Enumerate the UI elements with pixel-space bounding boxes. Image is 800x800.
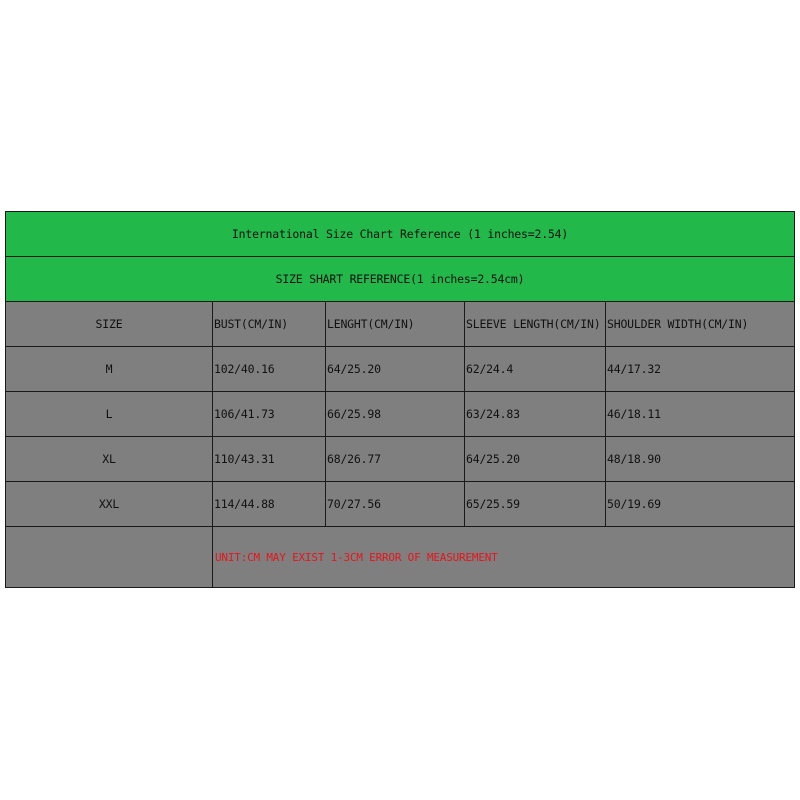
measurement-note: UNIT:CM MAY EXIST 1-3CM ERROR OF MEASUREMENT bbox=[213, 527, 795, 588]
note-row bbox=[6, 527, 795, 588]
bust-cell: 114/44.88 bbox=[213, 482, 326, 527]
bust-cell: 102/40.16 bbox=[213, 347, 326, 392]
table-row bbox=[6, 347, 795, 392]
size-cell: XL bbox=[6, 437, 213, 482]
header-cell-bust: BUST(CM/IN) bbox=[213, 302, 326, 347]
header-cell-sleeve: SLEEVE LENGTH(CM/IN) bbox=[465, 302, 606, 347]
header-cell-shoulder: SHOULDER WIDTH(CM/IN) bbox=[606, 302, 795, 347]
chart-title: International Size Chart Reference (1 inches=2.54) bbox=[6, 212, 795, 257]
shoulder-cell: 50/19.69 bbox=[606, 482, 795, 527]
shoulder-cell: 48/18.90 bbox=[606, 437, 795, 482]
bust-cell: 110/43.31 bbox=[213, 437, 326, 482]
bust-cell: 106/41.73 bbox=[213, 392, 326, 437]
length-cell: 68/26.77 bbox=[326, 437, 465, 482]
length-cell: 66/25.98 bbox=[326, 392, 465, 437]
sleeve-cell: 65/25.59 bbox=[465, 482, 606, 527]
chart-subtitle: SIZE SHART REFERENCE(1 inches=2.54cm) bbox=[6, 257, 795, 302]
shoulder-cell: 44/17.32 bbox=[606, 347, 795, 392]
note-empty-cell bbox=[6, 527, 213, 588]
size-cell: XXL bbox=[6, 482, 213, 527]
title-row bbox=[6, 212, 795, 257]
sleeve-cell: 62/24.4 bbox=[465, 347, 606, 392]
size-cell: M bbox=[6, 347, 213, 392]
sleeve-cell: 64/25.20 bbox=[465, 437, 606, 482]
size-chart-sheet bbox=[0, 211, 800, 591]
subtitle-row bbox=[6, 257, 795, 302]
length-cell: 70/27.56 bbox=[326, 482, 465, 527]
header-cell-length: LENGHT(CM/IN) bbox=[326, 302, 465, 347]
table-row bbox=[6, 392, 795, 437]
length-cell: 64/25.20 bbox=[326, 347, 465, 392]
table-row bbox=[6, 437, 795, 482]
size-chart-table bbox=[5, 211, 795, 588]
table-row bbox=[6, 482, 795, 527]
header-row bbox=[6, 302, 795, 347]
header-cell-size: SIZE bbox=[6, 302, 213, 347]
size-cell: L bbox=[6, 392, 213, 437]
shoulder-cell: 46/18.11 bbox=[606, 392, 795, 437]
sleeve-cell: 63/24.83 bbox=[465, 392, 606, 437]
